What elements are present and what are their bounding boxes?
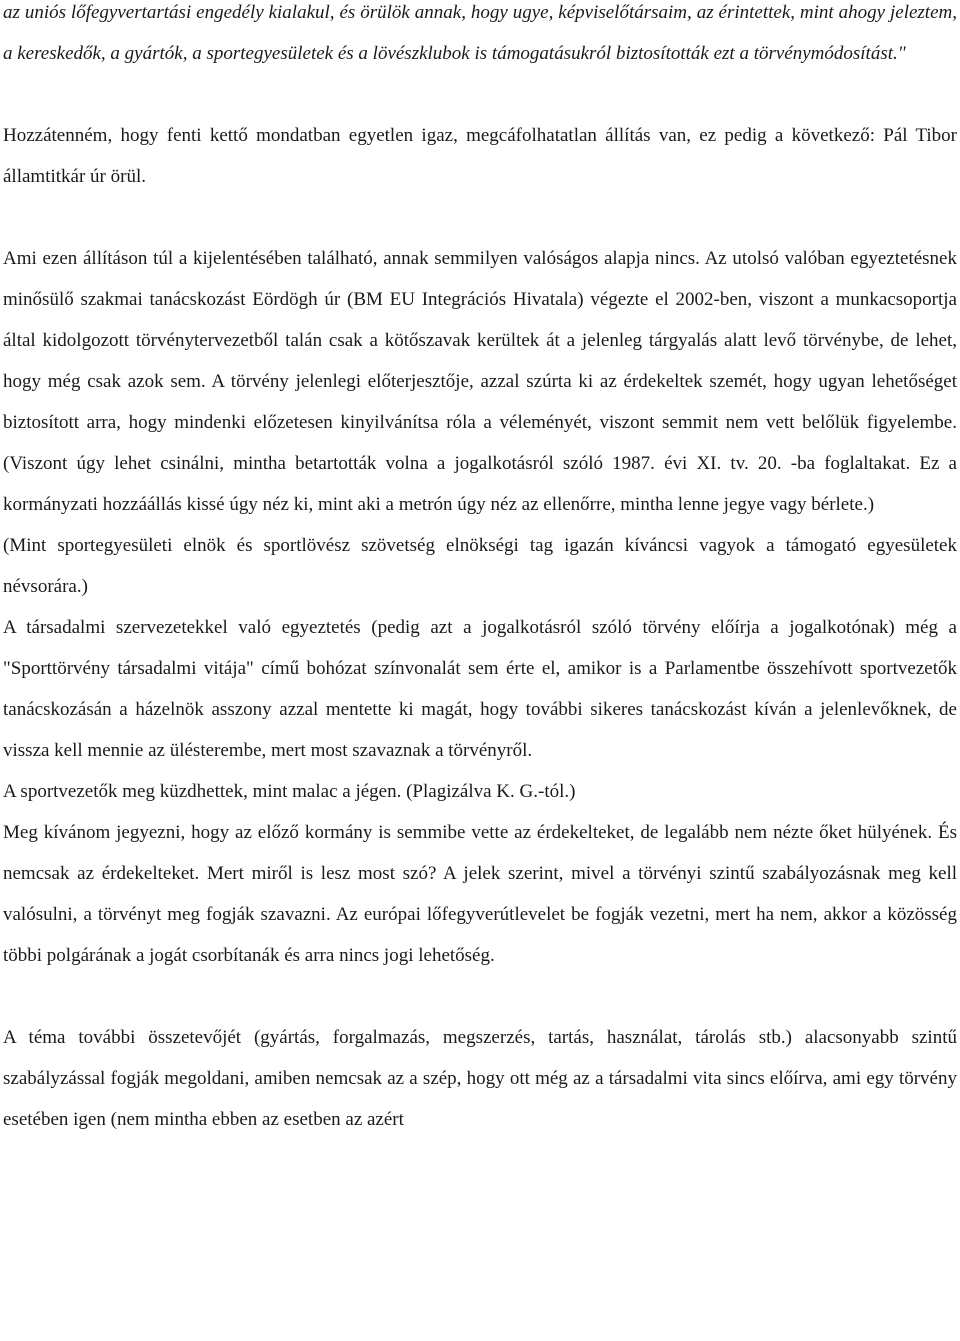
paragraph-no-basis: Ami ezen állításon túl a kijelentésében található, annak semmilyen valóságos alapja nincs. Az utolsó valóban egyeztetésnek minősülő szakmai tanácskozást Eördögh úr (BM EU Integrációs Hivatala) végezte el 2002-ben, viszont a munkacsoportja által kidolgozott törvénytervezetből talán csak a kötőszavak kerültek át a jelenleg tárgyalás alatt levő törvénybe, de lehet, hogy még csak azok sem. A törvény jelenlegi előterjesztője, azzal szúrta ki az érdekeltek szemét, hogy ugyan lehetőséget biztosított arra, hogy mindenki előzetesen kinyilvánítsa róla a véleményét, viszont semmit nem vett belőlük figyelembe. (Viszont úgy lehet csinálni, mintha betartották volna a jogalkotásról szóló 1987. évi XI. tv. 20. -ba foglaltakat. Ez a kormányzati hozzáállás kissé úgy néz ki, mint aki a metrón úgy néz az ellenőrre, mintha lenne jegye vagy bérlete.) bbox=[3, 248, 957, 515]
paragraph-quote-ending: az uniós lőfegyvertartási engedély kialakul, és örülök annak, hogy ugye, képviselőtársaim, az érintettek, mint ahogy jeleztem, a kereskedők, a gyártók, a sportegyesületek és a lövészklubok is támogatásukról biztosították ezt a törvénymódosítást." bbox=[3, 2, 957, 64]
paragraph-sport-leaders: A sportvezetők meg küzdhettek, mint malac a jégen. (Plagizálva K. G.-tól.) bbox=[3, 781, 576, 802]
document-page bbox=[3, 0, 957, 1140]
paragraph-comment: Hozzátenném, hogy fenti kettő mondatban egyetlen igaz, megcáfolhatatlan állítás van, ez pedig a következő: Pál Tibor államtitkár úr örül. bbox=[3, 125, 957, 187]
paragraph-supporters-list: (Mint sportegyesületi elnök és sportlövész szövetség elnökségi tag igazán kíváncsi vagyok a támogató egyesületek névsorára.) bbox=[3, 535, 957, 597]
paragraph-previous-government: Meg kívánom jegyezni, hogy az előző kormány is semmibe vette az érdekelteket, de legalább nem nézte őket hülyének. És nemcsak az érdekelteket. Mert miről is lesz most szó? A jelek szerint, mivel a törvényi szintű szabályozásnak meg kell valósulni, a törvényt meg fogják szavazni. Az európai lőfegyverútlevelet be fogják vezetni, mert ha nem, akkor a közösség többi polgárának a jogát csorbítanák és arra nincs jogi lehetőség. bbox=[3, 822, 957, 966]
paragraph-further-components: A téma további összetevőjét (gyártás, forgalmazás, megszerzés, tartás, használat, tárolás stb.) alacsonyabb szintű szabályzással fogják megoldani, amiben nemcsak az a szép, hogy ott még az a társadalmi vita sincs előírva, ami egy törvény esetében igen (nem mintha ebben az esetben az azért bbox=[3, 1027, 957, 1130]
paragraph-consultation: A társadalmi szervezetekkel való egyeztetés (pedig azt a jogalkotásról szóló törvény előírja a jogalkotónak) még a "Sporttörvény társadalmi vitája" című bohózat színvonalát sem érte el, amikor is a Parlamentbe összehívott sportvezetők tanácskozásán a házelnök asszony azzal mentette ki magát, hogy további sikeres tanácskozást kíván a jelenlevőknek, de vissza kell mennie az ülésterembe, mert most szavaznak a törvényről. bbox=[3, 617, 957, 761]
